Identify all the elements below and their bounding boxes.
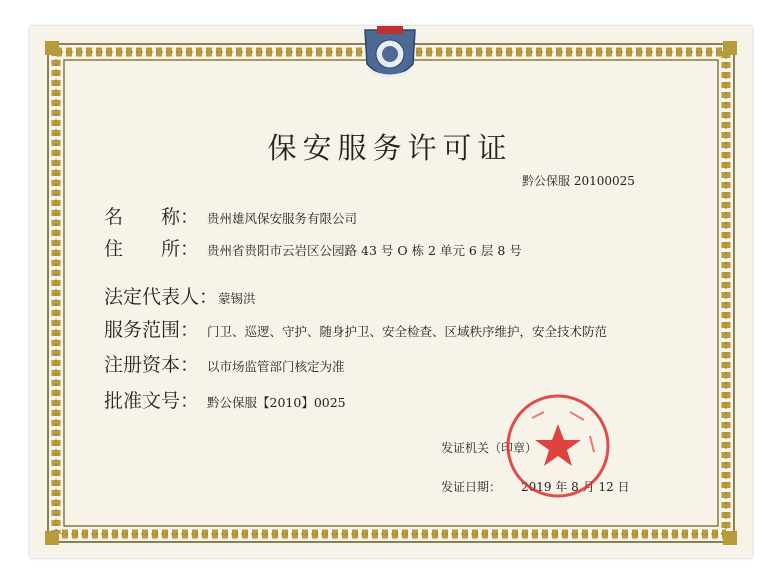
scope-label: 服务范围： xyxy=(104,319,200,341)
approval-row xyxy=(104,386,346,413)
name-row xyxy=(104,202,357,229)
legal-rep-label: 法定代表人： xyxy=(104,286,219,308)
security-guard-emblem xyxy=(355,20,425,90)
issue-date-label: 发证日期： xyxy=(441,480,502,494)
issue-date-value: 2019 年 8 月 12 日 xyxy=(521,480,630,494)
name-value: 贵州雄风保安服务有限公司 xyxy=(207,211,358,226)
certificate-title: 保安服务许可证 xyxy=(267,131,513,165)
scope-row xyxy=(104,315,607,342)
approval-value: 黔公保服【2010】0025 xyxy=(207,395,346,410)
capital-value: 以市场监管部门核定为准 xyxy=(207,359,345,374)
issuer-label: 发证机关（印章） xyxy=(441,441,538,455)
legal-rep-value: 蒙锡洪 xyxy=(218,291,256,306)
capital-row xyxy=(104,350,345,377)
official-seal-stamp xyxy=(504,392,612,500)
address-row xyxy=(104,234,522,261)
name-label: 名 称： xyxy=(104,206,200,228)
address-value: 贵州省贵阳市云岩区公园路 43 号 O 栋 2 单元 6 层 8 号 xyxy=(207,243,522,258)
capital-label: 注册资本： xyxy=(104,354,200,376)
approval-label: 批准文号： xyxy=(104,390,200,412)
address-label: 住 所： xyxy=(104,238,200,260)
scope-value: 门卫、巡逻、守护、随身护卫、安全检查、区域秩序维护，安全技术防范 xyxy=(207,324,608,339)
certificate-number: 黔公保服 20100025 xyxy=(522,174,635,188)
legal-rep-row xyxy=(104,282,256,309)
